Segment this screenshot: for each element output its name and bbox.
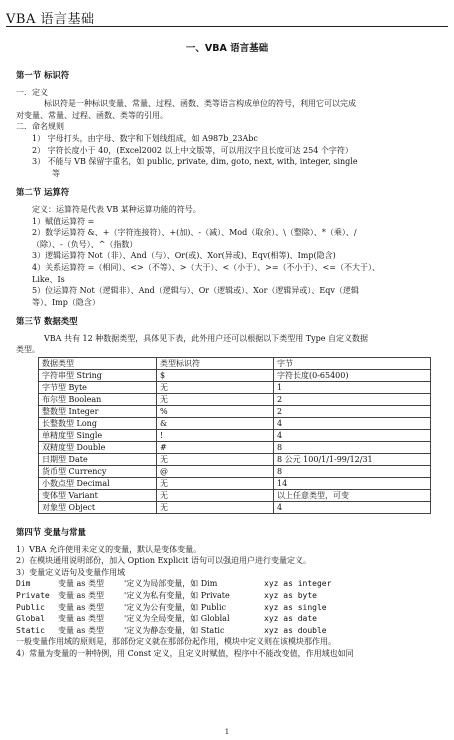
section-heading-data-types: 第三节 数据类型 — [16, 316, 78, 327]
table-row — [39, 370, 431, 382]
declaration-cell: 变量 as 类型 — [58, 579, 104, 589]
table-cell: 以上任意类型，可变 — [274, 490, 431, 502]
table-cell: $ — [157, 370, 274, 382]
table-cell: ! — [157, 430, 274, 442]
table-row — [39, 382, 431, 394]
data-types-intro-cont: 类型。 — [16, 345, 40, 355]
definition-text-line2: 对变量、常量、过程、函数、类等的引用。 — [16, 110, 168, 120]
table-header-cell: 类型标识符 — [157, 358, 274, 370]
table-cell: 4 — [274, 502, 431, 514]
table-row — [39, 490, 431, 502]
variables-item-2: 2）在模块通用说明部份，加入 Option Explicit 语句可以强迫用户进行变量定义。 — [16, 556, 311, 566]
declaration-cell: '定义为公有变量，如 Public — [124, 602, 226, 612]
operator-math-cont: （除）、-（负号）、^（指数） — [32, 239, 138, 249]
operator-bitwise-cont: 等）、Imp（隐含） — [32, 297, 100, 307]
declaration-row — [16, 578, 331, 590]
declaration-cell: '定义为局部变量，如 Dim — [124, 579, 218, 589]
table-cell: 4 — [274, 430, 431, 442]
declaration-examples — [16, 578, 331, 636]
declaration-row — [16, 613, 331, 625]
table-row — [39, 430, 431, 442]
table-header-row — [39, 358, 431, 370]
declaration-row — [16, 602, 331, 614]
variables-item-3: 3）变量定义语句及变量作用域 — [16, 567, 126, 577]
declaration-cell: Private — [16, 591, 50, 601]
table-row — [39, 466, 431, 478]
variables-item-4: 4）常量为变量的一种特例，用 Const 定义，且定义时赋值，程序中不能改变值，作用域也如同 — [16, 649, 354, 658]
data-types-table — [38, 357, 431, 514]
table-cell: 4 — [274, 418, 431, 430]
table-row — [39, 454, 431, 466]
table-cell: 2 — [274, 394, 431, 406]
section-heading-variables: 第四节 变量与常量 — [16, 527, 86, 538]
table-cell: 双精度型 Double — [39, 442, 157, 454]
table-cell: 无 — [157, 490, 274, 502]
naming-rules-title: 二．命名规则 — [16, 122, 64, 132]
table-row — [39, 406, 431, 418]
declaration-cell: xyz as date — [264, 614, 317, 624]
table-row — [39, 502, 431, 514]
table-cell: 字符串型 String — [39, 370, 157, 382]
declaration-cell: 变量 as 类型 — [58, 625, 104, 635]
table-cell: 无 — [157, 502, 274, 514]
table-cell: 8 — [274, 442, 431, 454]
section-heading-operators: 第二节 运算符 — [16, 187, 70, 198]
header-rule — [6, 26, 448, 27]
table-row — [39, 442, 431, 454]
document-body — [16, 70, 438, 660]
declaration-cell: 变量 as 类型 — [58, 591, 104, 601]
table-cell: 小数点型 Decimal — [39, 478, 157, 490]
table-cell: 1 — [274, 382, 431, 394]
naming-rule-2: 2） 字符长度小于 40，(Excel2002 以上中文版等，可以用汉字且长度可达 254 个字符） — [32, 145, 353, 155]
data-types-intro: VBA 共有 12 种数据类型，具体见下表，此外用户还可以根据以下类型用 Type 自定义数据 — [44, 333, 369, 343]
table-cell: 2 — [274, 406, 431, 418]
table-cell: 布尔型 Boolean — [39, 394, 157, 406]
section-heading-identifiers: 第一节 标识符 — [16, 70, 70, 80]
page-title: 一、VBA 语言基础 — [185, 43, 269, 54]
declaration-cell: Dim — [16, 579, 31, 589]
naming-rule-3: 3） 不能与 VB 保留字重名，如 public, private, dim, goto, next, with, integer, single — [32, 157, 358, 167]
page-number: 1 — [224, 728, 230, 736]
table-cell: 长整数型 Long — [39, 418, 157, 430]
table-cell: 无 — [157, 454, 274, 466]
declaration-cell: xyz as integer — [264, 579, 332, 589]
table-row — [39, 478, 431, 490]
table-cell: # — [157, 442, 274, 454]
table-row — [39, 418, 431, 430]
declaration-cell: Static — [16, 625, 45, 635]
table-cell: 8 — [274, 466, 431, 478]
table-cell: 字符长度(0-65400) — [274, 370, 431, 382]
table-row — [39, 394, 431, 406]
table-cell: 8 公元 100/1/1-99/12/31 — [274, 454, 431, 466]
declaration-row — [16, 625, 331, 637]
table-cell: 无 — [157, 478, 274, 490]
declaration-cell: Global — [16, 614, 45, 624]
table-cell: % — [157, 406, 274, 418]
operator-logic: 3）逻辑运算符 Not（非）、And（与）、Or(或)、Xor(异或)、Eqv(相等)、Imp(隐含) — [32, 251, 336, 261]
document-header-title: VBA 语言基础 — [6, 12, 95, 27]
declaration-cell: 变量 as 类型 — [58, 602, 104, 612]
definition-title: 一．定义 — [16, 87, 48, 97]
operator-assign: 1）赋值运算符 = — [32, 216, 95, 226]
declaration-cell: xyz as byte — [264, 591, 317, 601]
table-cell: 无 — [157, 394, 274, 406]
operator-bitwise: 5）位运算符 Not（逻辑非）、And（逻辑与）、Or（逻辑或）、Xor（逻辑异或）、Eqv（逻辑 — [32, 286, 359, 296]
definition-text-line1: 标识符是一种标识变量、常量、过程、函数、类等语言构成单位的符号，利用它可以完成 — [44, 99, 356, 109]
table-header-cell: 字节 — [274, 358, 431, 370]
operator-relational: 4）关系运算符 =（相同）、<>（不等）、>（大于）、<（小于）、>=（不小于）、<=（不大于）、 — [32, 262, 380, 272]
table-cell: 整数型 Integer — [39, 406, 157, 418]
table-cell: @ — [157, 466, 274, 478]
table-cell: 无 — [157, 382, 274, 394]
declaration-row — [16, 590, 331, 602]
declaration-cell: 变量 as 类型 — [58, 614, 104, 624]
table-cell: 对象型 Object — [39, 502, 157, 514]
declaration-cell: xyz as single — [264, 602, 327, 612]
table-cell: 货币型 Currency — [39, 466, 157, 478]
table-header-cell: 数据类型 — [39, 358, 157, 370]
table-cell: 变体型 Variant — [39, 490, 157, 502]
declaration-cell: Public — [16, 602, 45, 612]
naming-rule-3-cont: 等 — [52, 168, 60, 178]
operator-math: 2）数学运算符 &、+（字符连接符）、+(加)、-（减）、Mod（取余）、\（整除）、*（乘）、/ — [32, 228, 357, 238]
table-cell: & — [157, 418, 274, 430]
table-cell: 单精度型 Single — [39, 430, 157, 442]
declaration-cell: '定义为私有变量，如 Private — [124, 591, 230, 601]
table-cell: 日期型 Date — [39, 454, 157, 466]
variables-item-1: 1）VBA 允许使用未定义的变量，默认是变体变量。 — [16, 544, 202, 554]
operator-relational-cont: Like、Is — [32, 274, 65, 284]
operator-definition: 定义：运算符是代表 VB 某种运算功能的符号。 — [32, 204, 201, 214]
declaration-cell: '定义为静态变量，如 Static — [124, 625, 225, 635]
table-cell: 14 — [274, 478, 431, 490]
naming-rule-1: 1） 字母打头，由字母、数字和下划线组成，如 A987b_23Abc — [32, 133, 258, 143]
scope-note: 一般变量作用域的原则是，那部份定义就在那部份起作用，模块中定义则在该模块那作用。 — [16, 637, 336, 647]
declaration-cell: '定义为全局变量，如 Globlal — [124, 614, 230, 624]
declaration-cell: xyz as double — [264, 625, 327, 635]
table-cell: 字节型 Byte — [39, 382, 157, 394]
